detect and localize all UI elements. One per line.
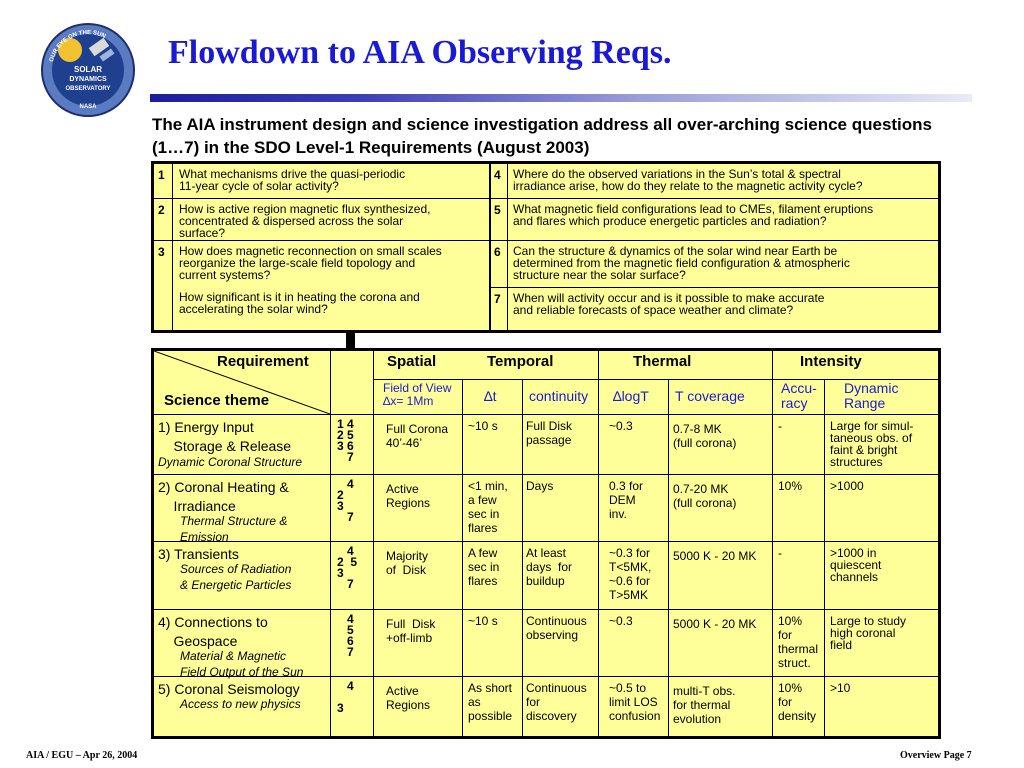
dt-value: sec in xyxy=(468,560,500,574)
question-refs: 4 xyxy=(337,612,354,626)
question-refs: 7 xyxy=(337,577,354,591)
logo-bottom: NASA xyxy=(79,104,97,110)
continuity-value: passage xyxy=(526,433,572,447)
requirement-header: Requirement xyxy=(217,353,309,370)
question-number: 1 xyxy=(158,168,165,182)
dlogt-value: 0.3 for xyxy=(609,479,644,493)
dlogt-value: ~0.3 xyxy=(609,614,633,628)
question-text: irradiance arise, how do they relate to the magnetic activity cycle? xyxy=(513,179,863,193)
question-refs: 3 xyxy=(337,566,344,580)
r-col-line xyxy=(373,351,374,736)
accuracy-header: Accu- xyxy=(781,380,817,396)
dt-value: ~10 s xyxy=(468,614,498,628)
logo-line2: DYNAMICS xyxy=(69,76,107,83)
dynrange-value: Large to study xyxy=(830,614,907,628)
dynrange-value: >1000 in xyxy=(830,546,877,560)
question-number: 4 xyxy=(494,168,501,182)
dlogt-value: ~0.3 for xyxy=(609,546,651,560)
dynrange-value: >1000 xyxy=(830,479,864,493)
dlogt-value: limit LOS xyxy=(609,695,658,709)
tcoverage-value: (full corona) xyxy=(673,496,737,510)
dt-header: ∆t xyxy=(484,388,497,404)
accuracy-value: thermal xyxy=(778,642,819,656)
continuity-value: discovery xyxy=(526,709,577,723)
question-refs: 2 5 xyxy=(337,555,358,569)
science-theme-detail: Sources of Radiation xyxy=(180,562,292,576)
dlogt-value: DEM xyxy=(609,493,636,507)
continuity-value: Full Disk xyxy=(526,419,573,433)
tcoverage-value: evolution xyxy=(673,712,722,726)
science-theme-detail: Field Output of the Sun xyxy=(180,665,304,679)
fov-value: Regions xyxy=(386,698,431,712)
continuity-value: for xyxy=(526,695,541,709)
dynrange-value: >10 xyxy=(830,681,851,695)
logo-ring-text: OUR EYE ON THE SUN xyxy=(48,29,107,63)
continuity-value: observing xyxy=(526,628,579,642)
dt-value: As short xyxy=(468,681,513,695)
dt-value: sec in xyxy=(468,507,500,521)
fov-header: ∆x= 1Mm xyxy=(383,394,434,408)
question-refs: 5 xyxy=(337,623,354,637)
dt-value: A few xyxy=(468,546,498,560)
question-text: reorganize the large-scale field topology and xyxy=(179,256,416,270)
science-theme: 5) Coronal Seismology xyxy=(158,681,300,697)
dt-value: flares xyxy=(468,574,498,588)
sdo-logo xyxy=(40,22,136,118)
science-theme: Storage & Release xyxy=(158,438,292,454)
dynrange-value: high coronal xyxy=(830,626,896,640)
question-text: accelerating the solar wind? xyxy=(179,302,328,316)
dt-value: a few xyxy=(468,493,497,507)
footer-right: Overview Page 7 xyxy=(900,750,972,761)
science-theme-detail: & Energetic Particles xyxy=(180,578,292,592)
question-text: How does magnetic reconnection on small scales xyxy=(179,244,442,258)
science-theme-detail: Material & Magnetic xyxy=(180,649,287,663)
dt-value: ~10 s xyxy=(468,419,498,433)
question-text: concentrated & dispersed across the solar xyxy=(179,214,404,228)
dynrange-value: structures xyxy=(830,455,883,469)
q-col-line xyxy=(172,164,173,330)
fov-value: Active xyxy=(386,684,419,698)
question-number: 6 xyxy=(494,245,501,259)
fov-value: of Disk xyxy=(386,563,427,577)
tcoverage-value: for thermal xyxy=(673,698,731,712)
accuracy-value: for xyxy=(778,628,793,642)
dynrange-value: Large for simul- xyxy=(830,419,914,433)
page-title: Flowdown to AIA Observing Reqs. xyxy=(168,34,672,71)
r-col-line xyxy=(462,379,463,736)
question-refs: 7 xyxy=(337,510,354,524)
accuracy-value: for xyxy=(778,695,793,709)
question-text: structure near the solar surface? xyxy=(513,268,686,282)
question-text: What mechanisms drive the quasi-periodic xyxy=(179,167,406,181)
dt-value: possible xyxy=(468,709,513,723)
accuracy-header: racy xyxy=(781,395,808,411)
logo-line3: OBSERVATORY xyxy=(65,86,111,92)
question-refs: 7 xyxy=(337,450,354,464)
dlogt-value: inv. xyxy=(609,507,627,521)
question-text: surface? xyxy=(179,226,226,240)
question-text: How significant is it in heating the corona and xyxy=(179,290,420,304)
continuity-value: buildup xyxy=(526,574,565,588)
r-col-line xyxy=(772,351,773,736)
continuity-header: continuity xyxy=(529,388,589,404)
q-row-line xyxy=(154,198,491,199)
tcoverage-value: 0.7-20 MK xyxy=(673,482,729,496)
accuracy-value: 10% xyxy=(778,681,803,695)
dynrange-value: taneous obs. of xyxy=(830,431,913,445)
science-theme-detail: Emission xyxy=(180,530,229,544)
question-refs: 1 4 xyxy=(337,417,354,431)
question-refs: 2 xyxy=(337,488,344,502)
question-text: and reliable forecasts of space weather and climate? xyxy=(513,303,794,317)
question-text: Can the structure & dynamics of the solar wind near Earth be xyxy=(513,244,838,258)
question-refs: 4 xyxy=(337,679,354,693)
question-text: What magnetic field configurations lead to CMEs, filament eruptions xyxy=(513,202,874,216)
accuracy-value: density xyxy=(778,709,817,723)
dynrange-header: Range xyxy=(844,395,886,411)
continuity-value: Continuous xyxy=(526,681,587,695)
r-row-line xyxy=(154,414,938,415)
fov-value: Majority xyxy=(386,549,429,563)
r-col-line xyxy=(598,351,599,736)
fov-value: Full Disk xyxy=(386,617,436,631)
question-text: When will activity occur and is it possible to make accurate xyxy=(513,291,825,305)
q-row-line xyxy=(491,287,938,288)
dynrange-header: Dynamic xyxy=(844,380,899,396)
question-text: current systems? xyxy=(179,268,271,282)
r-col-line xyxy=(522,379,523,736)
accuracy-value: - xyxy=(778,419,782,433)
continuity-value: Continuous xyxy=(526,614,587,628)
science-theme: 1) Energy Input xyxy=(158,419,254,435)
question-text: Where do the observed variations in the Sun’s total & spectral xyxy=(513,167,841,181)
dlogt-value: ~0.5 to xyxy=(609,681,647,695)
question-number: 2 xyxy=(158,203,165,217)
logo-line1: SOLAR xyxy=(74,65,102,74)
dt-value: <1 min, xyxy=(468,479,508,493)
accuracy-value: struct. xyxy=(778,656,811,670)
footer-left: AIA / EGU – Apr 26, 2004 xyxy=(26,750,138,761)
fov-value: +off-limb xyxy=(386,631,433,645)
science-theme: Geospace xyxy=(158,633,238,649)
r-row-line xyxy=(154,609,938,610)
tcoverage-value: 5000 K - 20 MK xyxy=(673,549,757,563)
fov-value: 40’-46’ xyxy=(386,436,423,450)
dynrange-value: channels xyxy=(830,570,879,584)
accuracy-value: - xyxy=(778,546,782,560)
question-text: How is active region magnetic flux synthesized, xyxy=(179,202,431,216)
question-refs: 4 xyxy=(337,477,354,491)
dynrange-value: faint & bright xyxy=(830,443,898,457)
dlogt-value: T<5MK, xyxy=(609,560,652,574)
question-refs: 7 xyxy=(337,645,354,659)
dlogt-value: confusion xyxy=(609,709,661,723)
science-theme: Irradiance xyxy=(158,498,236,514)
intro-text: The AIA instrument design and science investigation address all over-arching science questions (1…7) in the SDO Level-1 Requirements (August 2003) xyxy=(152,115,933,157)
question-refs: 3 6 xyxy=(337,439,354,453)
question-text: and flares which produce energetic particles and radiation? xyxy=(513,214,827,228)
question-refs: 3 xyxy=(337,701,344,715)
q-col-line xyxy=(489,164,491,330)
question-refs: 4 xyxy=(337,544,354,558)
r-row-line xyxy=(154,541,938,542)
question-text: determined from the magnetic field configuration & atmospheric xyxy=(513,256,850,270)
question-number: 7 xyxy=(494,292,501,306)
tcoverage-value: 0.7-8 MK xyxy=(673,422,722,436)
tcoverage-value: multi-T obs. xyxy=(673,684,736,698)
question-number: 3 xyxy=(158,245,165,259)
dynrange-value: field xyxy=(830,638,853,652)
tcoverage-value: (full corona) xyxy=(673,436,737,450)
q-row-line xyxy=(154,240,491,241)
question-refs: 6 xyxy=(337,634,354,648)
intensity-header: Intensity xyxy=(800,353,862,370)
fov-value: Regions xyxy=(386,496,431,510)
q-row-line xyxy=(491,198,938,199)
r-col-line xyxy=(668,379,669,736)
question-refs: 2 5 xyxy=(337,428,354,442)
r-row-line xyxy=(154,474,938,475)
q-col-line xyxy=(507,164,508,330)
science-questions-table xyxy=(151,161,941,333)
dlogt-value: ~0.3 xyxy=(609,419,633,433)
r-col-line xyxy=(330,351,331,736)
question-refs: 3 xyxy=(337,499,344,513)
science-theme-header: Science theme xyxy=(164,392,270,409)
continuity-value: Days xyxy=(526,479,554,493)
fov-value: Full Corona xyxy=(386,422,449,436)
title-divider xyxy=(150,94,972,102)
r-col-line xyxy=(824,379,825,736)
dynrange-value: quiescent xyxy=(830,558,882,572)
fov-header: Field of View xyxy=(383,381,452,395)
science-theme-detail: Access to new physics xyxy=(180,697,301,711)
fov-value: Active xyxy=(386,482,419,496)
q-row-line xyxy=(491,240,938,241)
tcoverage-header: T coverage xyxy=(675,388,745,404)
dt-value: flares xyxy=(468,521,498,535)
science-theme: 2) Coronal Heating & xyxy=(158,479,289,495)
temporal-header: Temporal xyxy=(487,353,554,370)
thermal-header: Thermal xyxy=(633,353,692,370)
accuracy-value: 10% xyxy=(778,614,803,628)
science-theme-detail: Dynamic Coronal Structure xyxy=(158,455,303,469)
dlogt-value: T>5MK xyxy=(609,588,649,602)
spatial-header: Spatial xyxy=(387,353,437,370)
accuracy-value: 10% xyxy=(778,479,803,493)
tcoverage-value: 5000 K - 20 MK xyxy=(673,617,757,631)
continuity-value: days for xyxy=(526,560,573,574)
dt-value: as xyxy=(468,695,481,709)
question-number: 5 xyxy=(494,203,501,217)
science-theme-detail: Thermal Structure & xyxy=(180,514,288,528)
dlogt-header: ∆logT xyxy=(613,388,649,404)
requirements-table xyxy=(151,348,941,739)
science-theme: 3) Transients xyxy=(158,546,239,562)
question-text: 11-year cycle of solar activity? xyxy=(179,179,339,193)
continuity-value: At least xyxy=(526,546,567,560)
dlogt-value: ~0.6 for xyxy=(609,574,651,588)
science-theme: 4) Connections to xyxy=(158,614,268,630)
